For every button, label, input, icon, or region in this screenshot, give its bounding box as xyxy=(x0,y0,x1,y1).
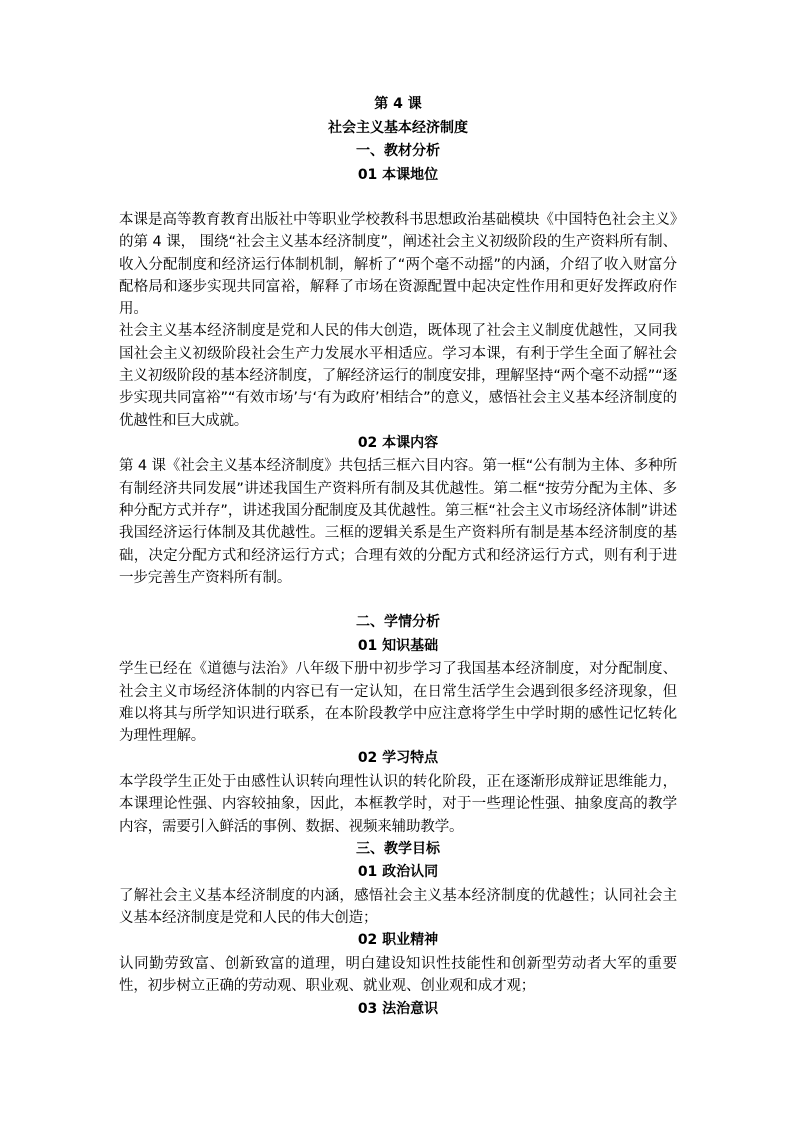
paragraph-professional-spirit: 认同勤劳致富、创新致富的道理，明白建设知识性技能性和创新型劳动者大军的重要性，初步树立正确的劳动观、职业观、就业观、创业观和成才观； xyxy=(119,955,677,995)
subheading-lesson-position: 01 本课地位 xyxy=(357,166,439,183)
lesson-title: 社会主义基本经济制度 xyxy=(328,119,468,136)
paragraph-lesson-position-1: 本课是高等教育教育出版社中等职业学校教科书思想政治基础模块《中国特色社会主义》的第 4 课， 围绕“社会主义基本经济制度”，阐述社会主义初级阶段的生产资料所有制、收入分配制度和经济运行体制机制，解析了“两个毫不动摇”的内涵，介绍了收入财富分配格局和逐步实现共同富裕，解释了市场在资源配置中起决定性作用和更好发挥政府作用。 xyxy=(119,212,677,318)
subheading-knowledge-base: 01 知识基础 xyxy=(357,637,439,654)
subheading-professional-spirit: 02 职业精神 xyxy=(357,932,439,949)
lesson-number: 第 4 课 xyxy=(374,96,422,112)
subheading-legal-awareness: 03 法治意识 xyxy=(357,1000,439,1017)
section-heading-teaching-goals: 三、教学目标 xyxy=(356,840,440,857)
spacer xyxy=(119,589,677,611)
spacer xyxy=(119,187,677,209)
paragraph-lesson-position-2: 社会主义基本经济制度是党和人民的伟大创造，既体现了社会主义制度优越性，又同我国社会主义初级阶段社会生产力发展水平相适应。学习本课，有利于学生全面了解社会主义初级阶段的基本经济制度，了解经济运行的制度安排，理解坚持“两个毫不动摇”“逐步实现共同富裕”“有效市场’与‘有为政府’相结合”的意义，感悟社会主义基本经济制度的优越性和巨大成就。 xyxy=(119,323,677,429)
paragraph-lesson-content: 第 4 课《社会主义基本经济制度》共包括三框六目内容。第一框“公有制为主体、多种所有制经济共同发展”讲述我国生产资料所有制及其优越性。第二框“按劳分配为主体、多种分配方式并存”，讲述我国分配制度及其优越性。第三框“社会主义市场经济体制”讲述我国经济运行体制及其优越性。三框的逻辑关系是生产资料所有制是基本经济制度的基础，决定分配方式和经济运行方式；合理有效的分配方式和经济运行方式，则有利于进一步完善生产资料所有制。 xyxy=(119,458,677,586)
subheading-learning-traits: 02 学习特点 xyxy=(357,750,439,767)
subheading-lesson-content: 02 本课内容 xyxy=(357,434,439,451)
subheading-political-identity: 01 政治认同 xyxy=(357,864,439,881)
document-page xyxy=(119,93,677,1021)
paragraph-political-identity: 了解社会主义基本经济制度的内涵，感悟社会主义基本经济制度的优越性；认同社会主义基本经济制度是党和人民的伟大创造； xyxy=(119,887,677,927)
paragraph-learning-traits: 本学段学生正处于由感性认识转向理性认识的转化阶段，正在逐渐形成辩证思维能力，本课理论性强、内容较抽象，因此，本框教学时，对于一些理论性强、抽象度高的教学内容，需要引入鲜活的事例、数据、视频来辅助教学。 xyxy=(119,773,677,835)
section-heading-textbook-analysis: 一、教材分析 xyxy=(356,143,440,159)
paragraph-knowledge-base: 学生已经在《道德与法治》八年级下册中初步学习了我国基本经济制度，对分配制度、社会主义市场经济体制的内容已有一定认知，在日常生活学生会遇到很多经济现象，但难以将其与所学知识进行联系，在本阶段教学中应注意将学生中学时期的感性记忆转化为理性理解。 xyxy=(119,661,677,745)
section-heading-learner-analysis: 二、学情分析 xyxy=(356,614,440,631)
